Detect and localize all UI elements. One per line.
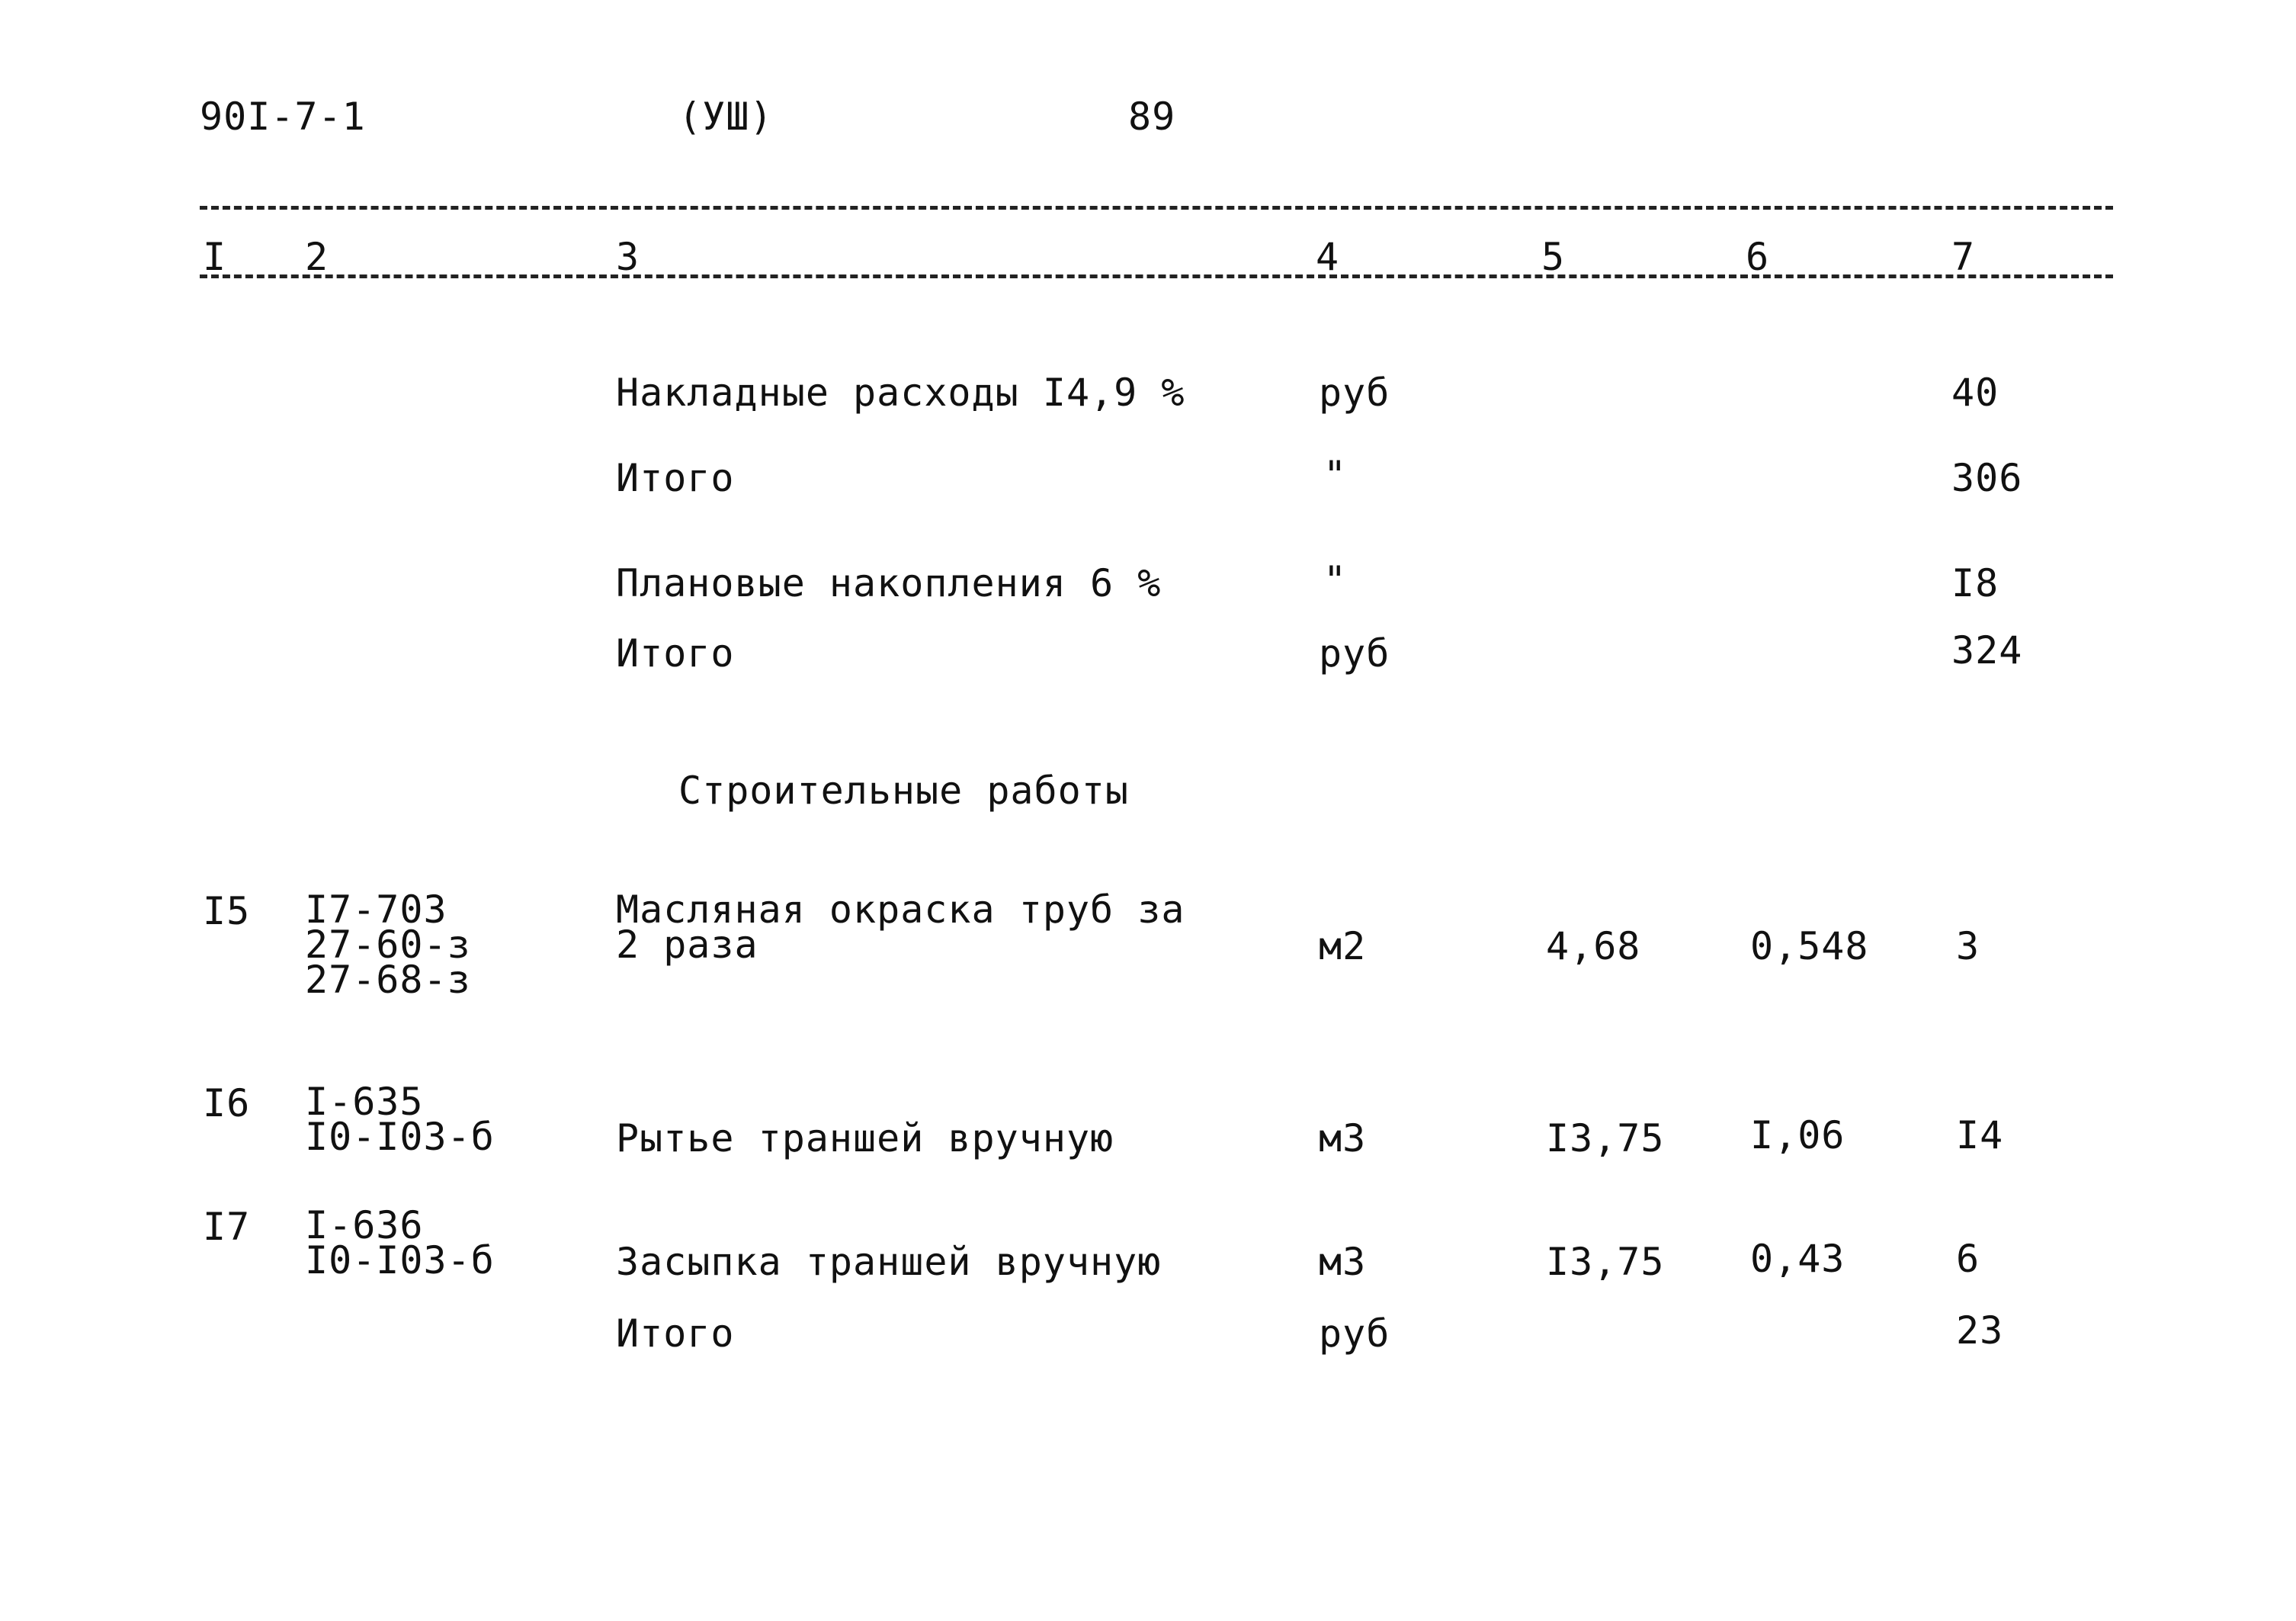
summary-description: Плановые накопления 6 % [616,561,1162,605]
header-bottom-rule [200,274,2113,278]
summary-description: Итого [616,456,735,500]
summary-total: I8 [1951,561,1999,605]
item-unit: м3 [1319,1240,1367,1284]
item-unit: м3 [1319,1116,1367,1160]
column-header-7: 7 [1951,235,1976,279]
item-total: I4 [1956,1113,2004,1157]
section-title: Строительные работы [678,769,1129,813]
item-description: Масляная окраска труб за 2 раза [616,888,1185,967]
summary-total: 306 [1951,456,2023,500]
column-header-5: 5 [1541,235,1566,279]
document-code: 90I-7-1 [200,95,366,139]
item-quantity: I3,75 [1546,1240,1665,1284]
item-price: 0,43 [1750,1237,1845,1281]
column-header-4: 4 [1316,235,1340,279]
page-number: 89 [1128,95,1176,139]
item-number: I6 [203,1081,251,1125]
column-header-1: I [203,235,227,279]
item-unit: м2 [1319,924,1367,968]
column-header-3: 3 [616,235,640,279]
item-price: 0,548 [1750,924,1869,968]
summary-unit: " [1323,558,1348,602]
summary-description: Итого [616,631,735,676]
item-codes: I-636 I0-I03-б [305,1203,495,1282]
item-codes: I7-703 27-60-з 27-68-з [305,888,471,1002]
summary-unit: руб [1319,631,1390,676]
column-header-2: 2 [305,235,329,279]
summary-total: 324 [1951,628,2023,672]
item-quantity: 4,68 [1546,924,1641,968]
document-series: (УШ) [678,95,774,139]
item-number: I5 [203,889,251,933]
item-total: 3 [1956,924,1980,968]
summary-description: Накладные расходы I4,9 % [616,371,1185,415]
item-price: I,06 [1750,1113,1845,1157]
item-description: Рытье траншей вручную [616,1116,1114,1160]
item-description: Засыпка траншей вручную [616,1240,1162,1284]
summary-unit: " [1323,453,1348,497]
column-header-6: 6 [1746,235,1770,279]
final-total-value: 23 [1956,1308,2004,1353]
final-total-description: Итого [616,1311,735,1356]
item-total: 6 [1956,1237,1980,1281]
summary-unit: руб [1319,371,1390,415]
header-top-rule [200,206,2113,210]
summary-total: 40 [1951,371,1999,415]
item-quantity: I3,75 [1546,1116,1665,1160]
item-codes: I-635 I0-I03-б [305,1080,495,1159]
final-total-unit: руб [1319,1311,1390,1356]
item-number: I7 [203,1205,251,1249]
